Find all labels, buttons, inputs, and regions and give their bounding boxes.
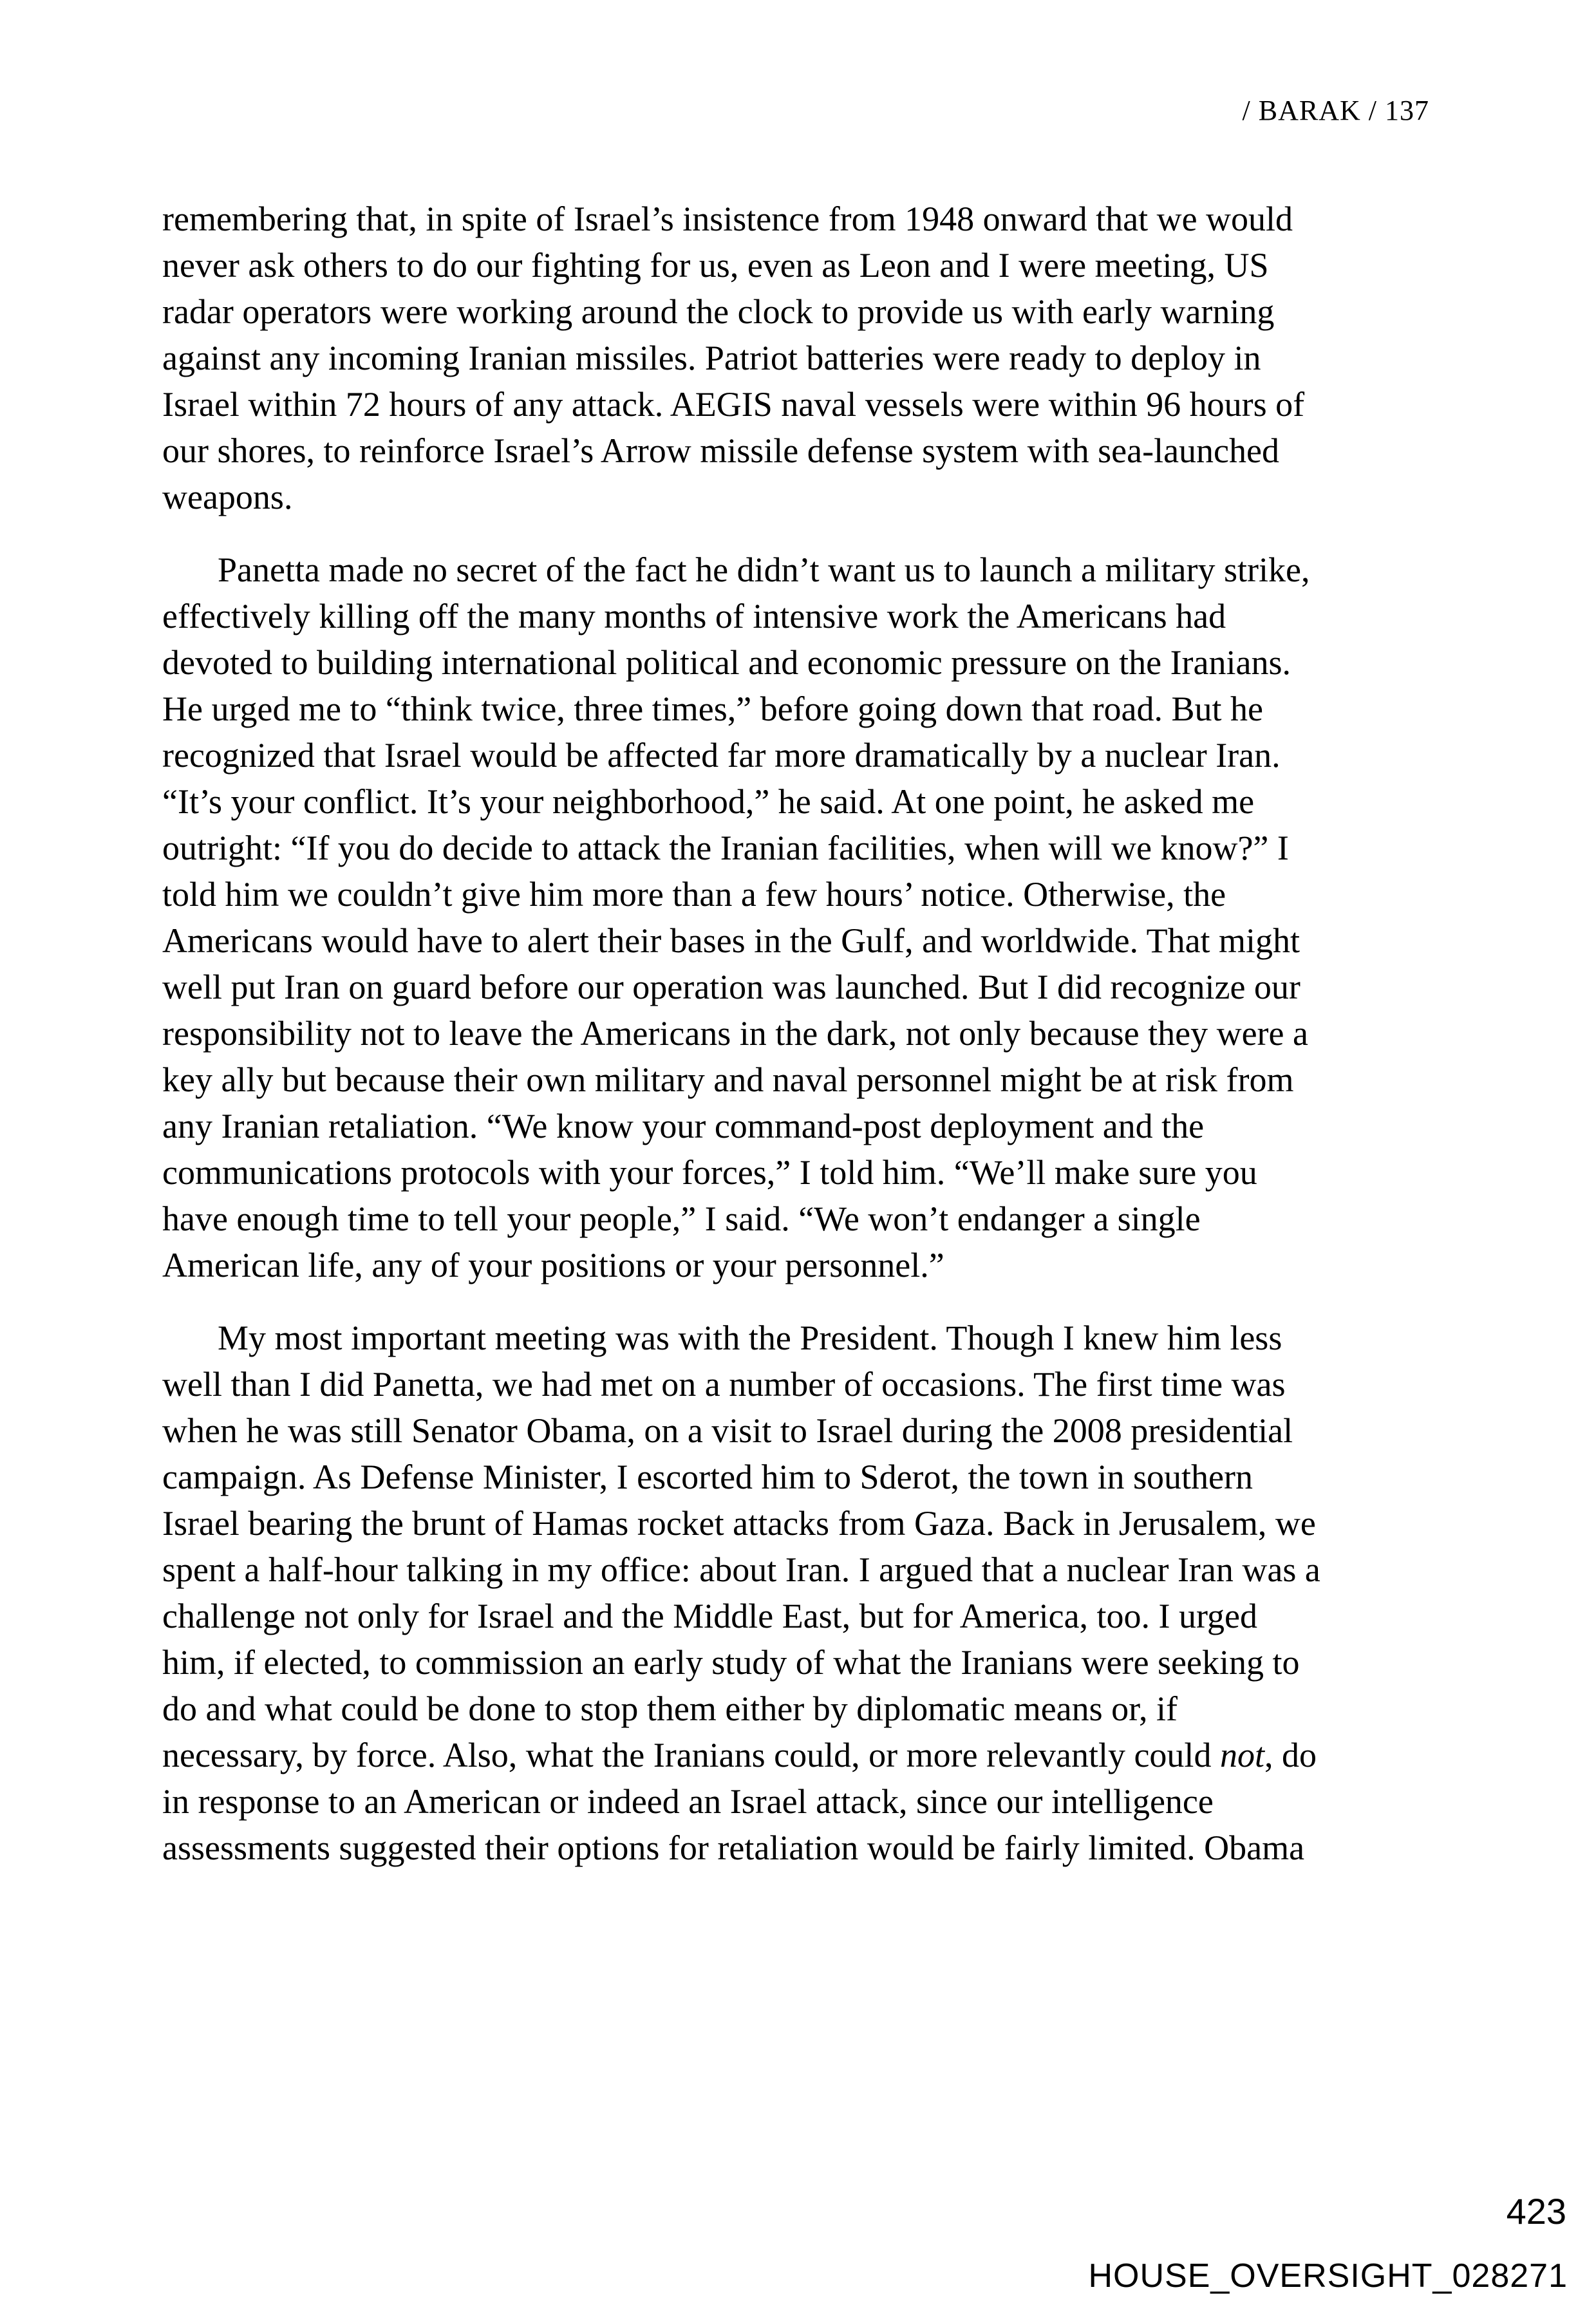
text-line: Panetta made no secret of the fact he didn’t want us to launch a military strike,	[218, 550, 1310, 589]
text-line: our shores, to reinforce Israel’s Arrow missile defense system with sea-launched	[162, 431, 1279, 470]
text-line: any Iranian retaliation. “We know your command-post deployment and the	[162, 1107, 1205, 1145]
text-line: recognized that Israel would be affected far more dramatically by a nuclear Iran.	[162, 736, 1281, 775]
paragraph	[162, 547, 1456, 1288]
text-line: well than I did Panetta, we had met on a number of occasions. The first time was	[162, 1365, 1286, 1404]
text-line: effectively killing off the many months of intensive work the Americans had	[162, 597, 1226, 635]
text-line: spent a half-hour talking in my office: about Iran. I argued that a nuclear Iran was a	[162, 1550, 1320, 1589]
text-line: He urged me to “think twice, three times,” before going down that road. But he	[162, 690, 1264, 728]
paragraph	[162, 1315, 1456, 1871]
text-line: weapons.	[162, 478, 293, 516]
text-line: have enough time to tell your people,” I said. “We won’t endanger a single	[162, 1199, 1201, 1238]
text-line: well put Iran on guard before our operation was launched. But I did recognize our	[162, 968, 1300, 1006]
text-line: against any incoming Iranian missiles. Patriot batteries were ready to deploy in	[162, 339, 1261, 377]
text-line: key ally but because their own military and naval personnel might be at risk from	[162, 1060, 1294, 1099]
text-line: My most important meeting was with the President. Though I knew him less	[218, 1319, 1282, 1357]
running-header: / BARAK / 137	[1242, 95, 1429, 126]
text-line: responsibility not to leave the Americans in the dark, not only because they were a	[162, 1014, 1308, 1053]
text-line: campaign. As Defense Minister, I escorted him to Sderot, the town in southern	[162, 1458, 1253, 1496]
text-line: do and what could be done to stop them either by diplomatic means or, if	[162, 1689, 1178, 1728]
text-line: told him we couldn’t give him more than a few hours’ notice. Otherwise, the	[162, 875, 1226, 914]
page-number: 423	[1506, 2191, 1566, 2232]
text-line: Israel bearing the brunt of Hamas rocket attacks from Gaza. Back in Jerusalem, we	[162, 1504, 1316, 1543]
text-line: never ask others to do our fighting for us, even as Leon and I were meeting, US	[162, 246, 1269, 285]
paragraph	[162, 196, 1456, 520]
text-line: “It’s your conflict. It’s your neighborhood,” he said. At one point, he asked me	[162, 782, 1255, 821]
text-line: challenge not only for Israel and the Middle East, but for America, too. I urged	[162, 1597, 1257, 1635]
text-line: devoted to building international political and economic pressure on the Iranians.	[162, 643, 1291, 682]
text-line	[162, 1732, 1456, 1778]
text-line: him, if elected, to commission an early study of what the Iranians were seeking to	[162, 1643, 1300, 1682]
text-line: Americans would have to alert their bases in the Gulf, and worldwide. That might	[162, 921, 1300, 960]
text-line: American life, any of your positions or your personnel.”	[162, 1246, 944, 1284]
text-line: communications protocols with your forces,” I told him. “We’ll make sure you	[162, 1153, 1257, 1192]
text-line: Israel within 72 hours of any attack. AEGIS naval vessels were within 96 hours of	[162, 385, 1305, 424]
text-line: assessments suggested their options for retaliation would be fairly limited. Obama	[162, 1828, 1305, 1867]
body-text	[162, 196, 1456, 1871]
text-line: outright: “If you do decide to attack the Iranian facilities, when will we know?” I	[162, 829, 1289, 867]
italic-text: not	[1219, 1736, 1264, 1774]
bates-stamp: HOUSE_OVERSIGHT_028271	[1088, 2257, 1568, 2295]
text-segment: , do	[1264, 1736, 1317, 1774]
text-line: when he was still Senator Obama, on a visit to Israel during the 2008 presidential	[162, 1411, 1293, 1450]
text-line: radar operators were working around the clock to provide us with early warning	[162, 292, 1275, 331]
text-line: remembering that, in spite of Israel’s insistence from 1948 onward that we would	[162, 200, 1293, 238]
text-line: in response to an American or indeed an Israel attack, since our intelligence	[162, 1782, 1214, 1821]
text-segment: necessary, by force. Also, what the Iranians could, or more relevantly could	[162, 1736, 1220, 1774]
